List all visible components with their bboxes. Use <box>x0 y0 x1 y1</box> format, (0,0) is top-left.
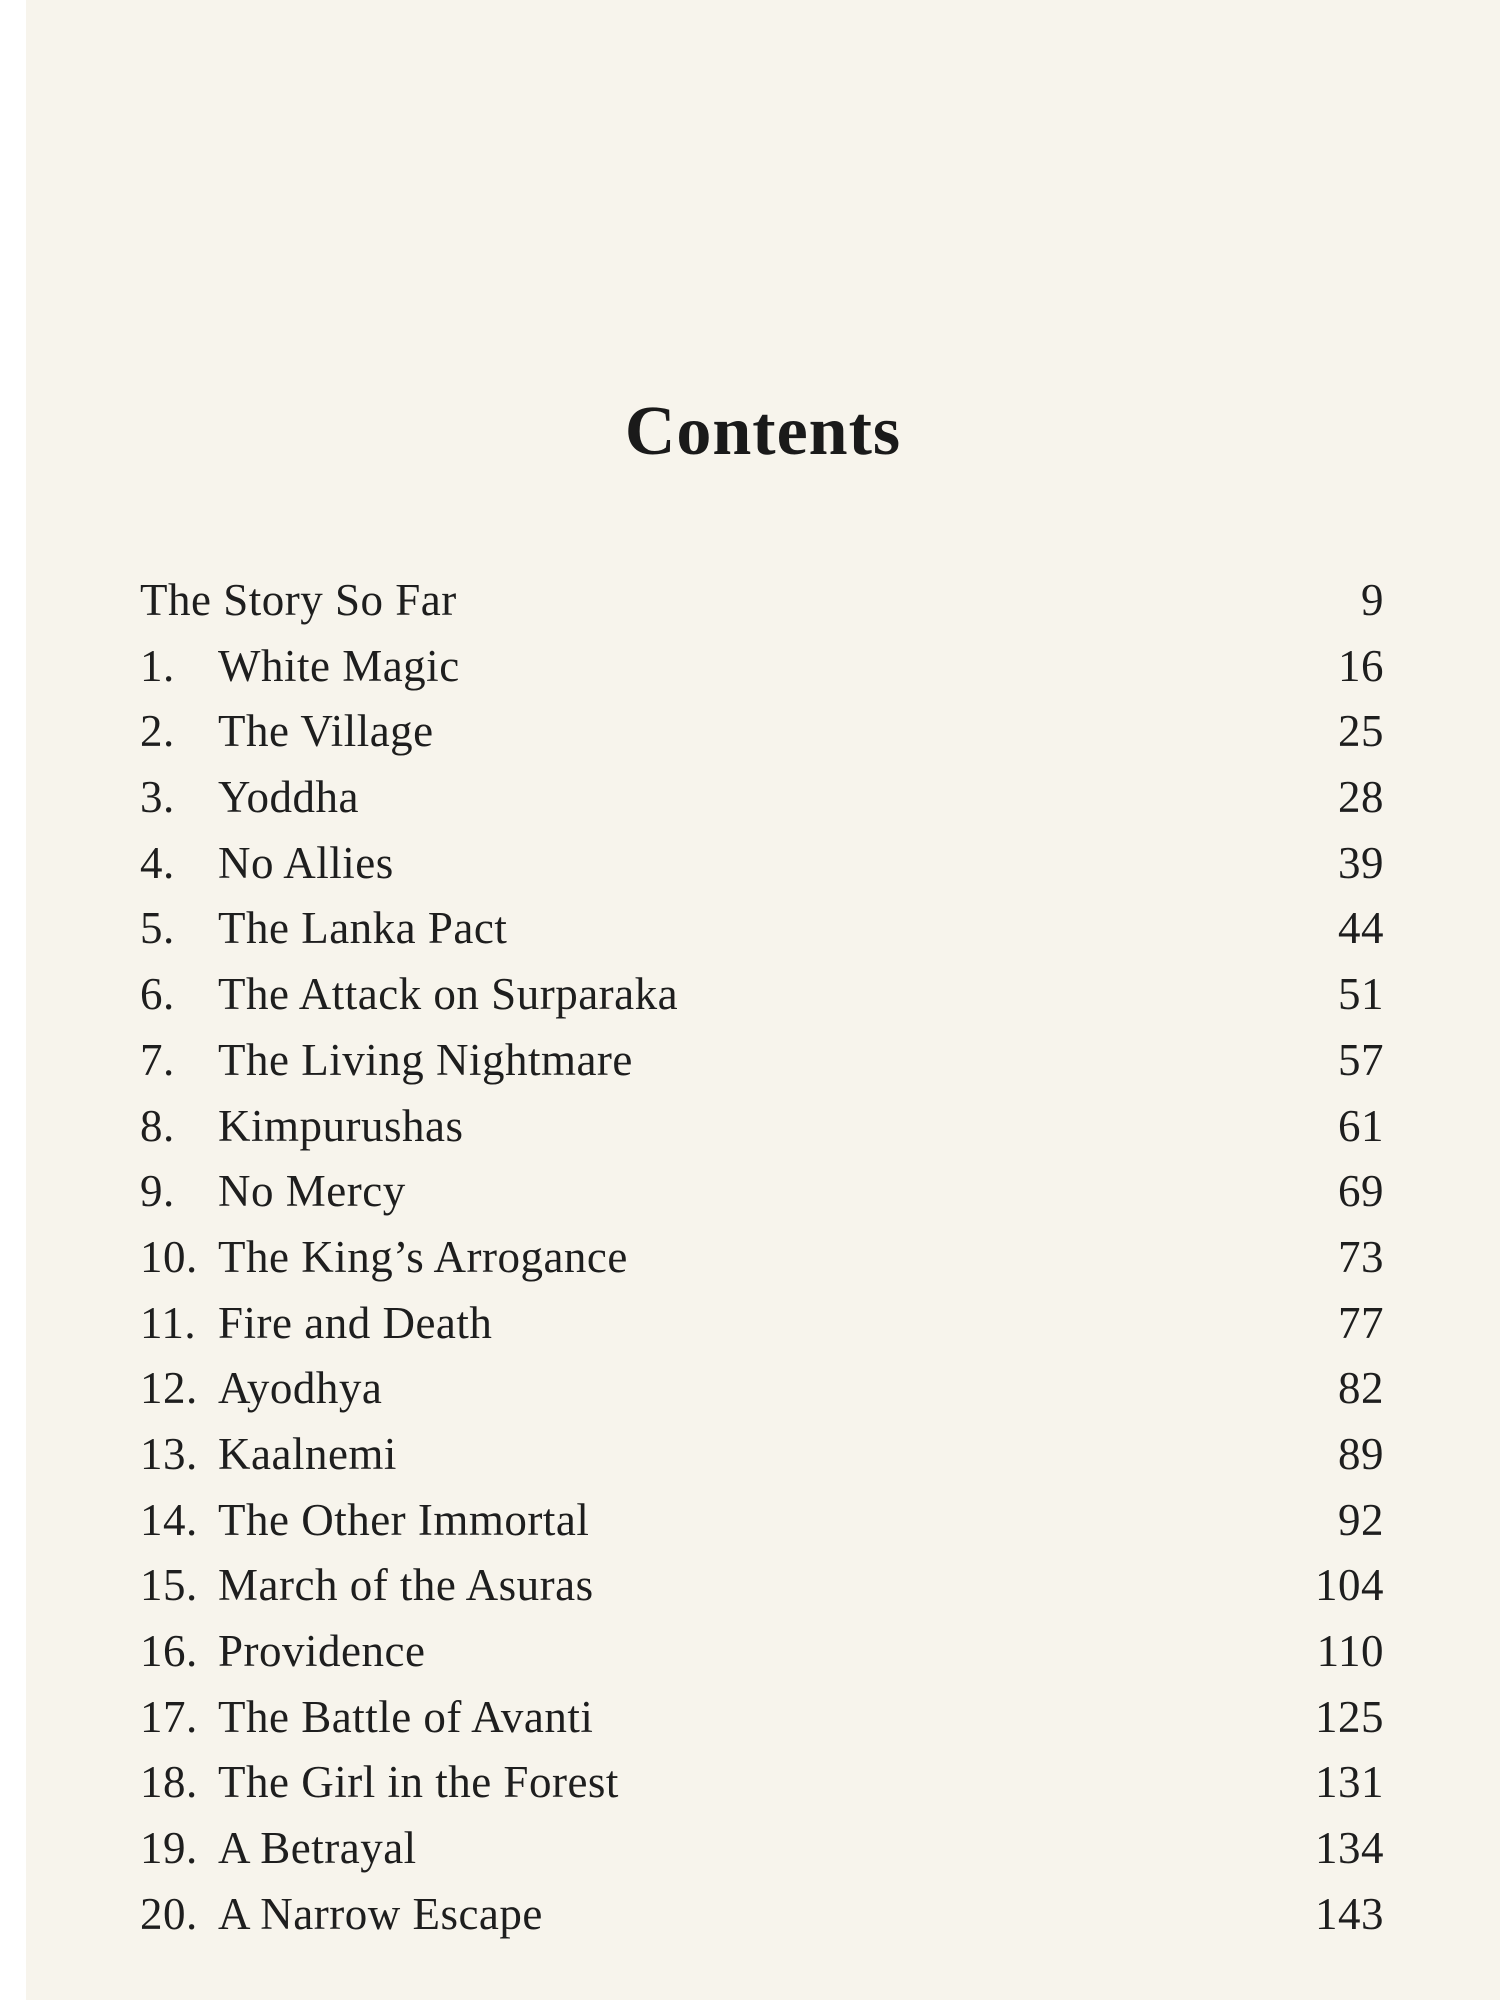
toc-entry <box>140 705 1384 771</box>
toc-entry-page: 131 <box>1315 1757 1384 1808</box>
toc-entry-title: White Magic <box>218 640 460 691</box>
toc-entry <box>140 1822 1384 1888</box>
toc-entry-title: Kaalnemi <box>218 1428 397 1479</box>
toc-entry-title: Yoddha <box>218 772 359 823</box>
toc-entry-title: Fire and Death <box>218 1297 493 1348</box>
book-page <box>26 0 1500 2000</box>
toc-entry-title: The Village <box>218 706 434 757</box>
toc-entry-title: No Allies <box>218 837 394 888</box>
toc-entry-number: 1. <box>140 640 175 691</box>
table-of-contents <box>140 574 1384 1953</box>
toc-entry-number: 11. <box>140 1297 197 1348</box>
toc-entry <box>140 1625 1384 1691</box>
toc-entry-page: 57 <box>1338 1034 1384 1085</box>
toc-entry <box>140 1756 1384 1822</box>
toc-entry-number: 2. <box>140 706 175 757</box>
toc-entry <box>140 771 1384 837</box>
toc-entry-page: 89 <box>1338 1428 1384 1479</box>
toc-entry-number: 16. <box>140 1626 198 1676</box>
toc-entry-page: 77 <box>1338 1297 1384 1348</box>
toc-entry-number: 19. <box>140 1823 198 1874</box>
toc-entry-page: 25 <box>1338 706 1384 757</box>
toc-entry-page: 134 <box>1315 1823 1384 1874</box>
toc-entry-title: March of the Asuras <box>218 1560 594 1611</box>
toc-entry <box>140 902 1384 968</box>
toc-entry-page: 143 <box>1315 1888 1384 1939</box>
toc-entry-number: 13. <box>140 1428 198 1479</box>
toc-entry-page: 110 <box>1316 1626 1384 1676</box>
chapter-list <box>140 640 1384 1954</box>
toc-entry-page: 82 <box>1338 1363 1384 1414</box>
toc-entry-title: Providence <box>218 1626 426 1676</box>
toc-entry-page: 104 <box>1315 1560 1384 1611</box>
toc-entry-title: The Battle of Avanti <box>218 1691 594 1742</box>
toc-entry-number: 4. <box>140 837 175 888</box>
toc-entry-number: 18. <box>140 1757 198 1808</box>
toc-entry-page: 9 <box>1361 575 1384 625</box>
toc-entry-title: A Betrayal <box>218 1823 417 1874</box>
toc-entry-number: 12. <box>140 1363 198 1414</box>
toc-entry-number: 3. <box>140 772 175 823</box>
toc-entry-number: 6. <box>140 969 175 1020</box>
toc-entry <box>140 1428 1384 1494</box>
toc-entry <box>140 1691 1384 1757</box>
toc-entry <box>140 1362 1384 1428</box>
toc-entry <box>140 1231 1384 1297</box>
toc-entry <box>140 968 1384 1034</box>
toc-entry-title: A Narrow Escape <box>218 1888 543 1939</box>
page-title: Contents <box>624 392 902 470</box>
toc-entry <box>140 1559 1384 1625</box>
toc-entry <box>140 1888 1384 1954</box>
toc-entry-title: The Other Immortal <box>218 1494 590 1545</box>
toc-entry <box>140 1034 1384 1100</box>
toc-entry <box>140 1494 1384 1560</box>
toc-entry-title: The Story So Far <box>140 575 457 625</box>
toc-entry-number: 15. <box>140 1560 198 1611</box>
toc-entry-page: 92 <box>1338 1494 1384 1545</box>
toc-entry-title: The Living Nightmare <box>218 1034 633 1085</box>
toc-entry-number: 20. <box>140 1888 198 1939</box>
toc-entry-title: The Girl in the Forest <box>218 1757 619 1808</box>
toc-entry-number: 10. <box>140 1231 198 1282</box>
toc-entry-page: 39 <box>1338 837 1384 888</box>
toc-entry <box>140 1297 1384 1363</box>
toc-entry-title: No Mercy <box>218 1166 406 1217</box>
toc-entry <box>140 837 1384 903</box>
toc-entry-page: 61 <box>1338 1100 1384 1151</box>
toc-entry-number: 5. <box>140 903 175 954</box>
toc-entry-number: 17. <box>140 1691 198 1742</box>
toc-entry-title: The Lanka Pact <box>218 903 508 954</box>
toc-entry-intro <box>140 574 1384 640</box>
toc-entry-title: Kimpurushas <box>218 1100 464 1151</box>
toc-entry-number: 7. <box>140 1034 175 1085</box>
toc-entry-title: The Attack on Surparaka <box>218 969 679 1020</box>
toc-entry-title: The King’s Arrogance <box>218 1231 628 1282</box>
toc-entry-page: 69 <box>1338 1166 1384 1217</box>
toc-entry-page: 125 <box>1315 1691 1384 1742</box>
toc-entry-page: 51 <box>1338 969 1384 1020</box>
toc-entry-title: Ayodhya <box>218 1363 383 1414</box>
toc-entry-page: 73 <box>1338 1231 1384 1282</box>
toc-entry-number: 8. <box>140 1100 175 1151</box>
toc-entry <box>140 640 1384 706</box>
toc-entry-page: 16 <box>1338 640 1384 691</box>
toc-entry <box>140 1100 1384 1166</box>
toc-entry-number: 9. <box>140 1166 175 1217</box>
toc-entry-page: 44 <box>1338 903 1384 954</box>
toc-entry-number: 14. <box>140 1494 198 1545</box>
toc-entry-page: 28 <box>1338 772 1384 823</box>
toc-entry <box>140 1165 1384 1231</box>
